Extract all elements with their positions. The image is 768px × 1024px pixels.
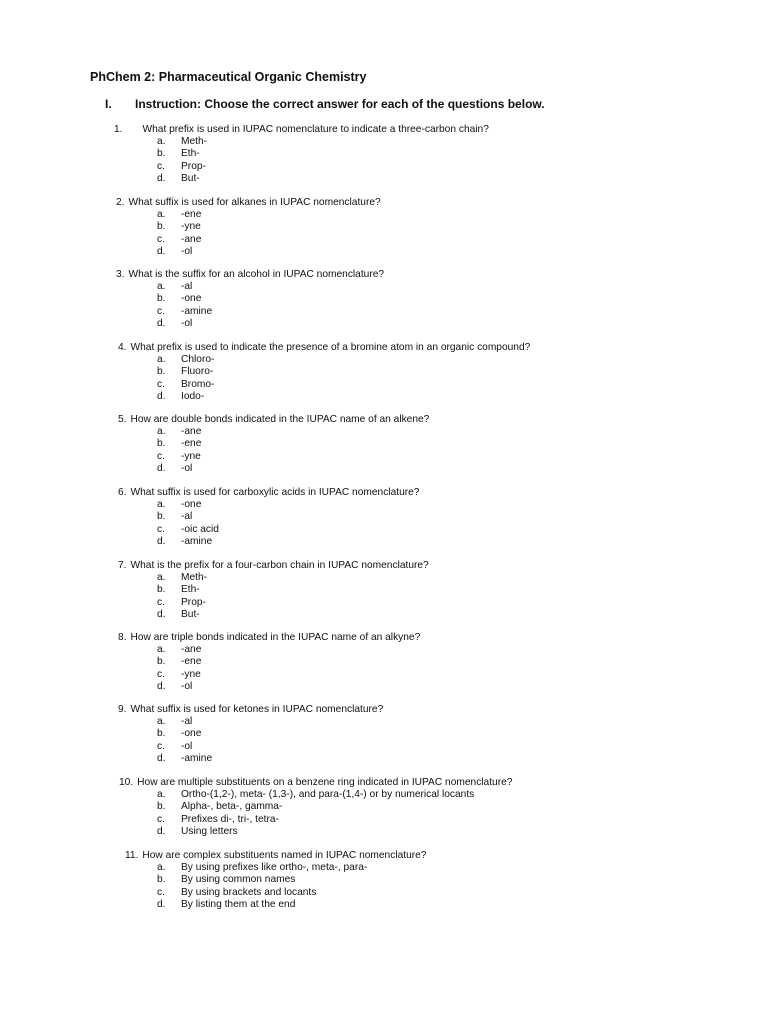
- answer-option-b: [118, 511, 419, 523]
- option-text: Meth-: [181, 136, 208, 148]
- option-text: Alpha-, beta-, gamma-: [181, 801, 283, 813]
- option-text: -ene: [181, 438, 202, 450]
- option-text: -oic acid: [181, 523, 219, 535]
- option-letter: a.: [157, 789, 166, 801]
- option-letter: c.: [157, 740, 165, 752]
- answer-option-b: [119, 801, 512, 813]
- question-number: 6.: [118, 487, 127, 498]
- option-text: -ol: [181, 245, 193, 257]
- question-stem: How are multiple substituents on a benzene ring indicated in IUPAC nomenclature?: [137, 777, 513, 788]
- option-text: Chloro-: [181, 354, 215, 366]
- option-letter: c.: [157, 813, 165, 825]
- question-9: [118, 704, 383, 765]
- option-letter: a.: [157, 426, 166, 438]
- document-title: PhChem 2: Pharmaceutical Organic Chemistry: [90, 70, 367, 84]
- option-letter: c.: [157, 378, 165, 390]
- option-text: By listing them at the end: [181, 898, 296, 910]
- answer-option-c: [118, 379, 530, 391]
- option-letter: c.: [157, 523, 165, 535]
- option-text: -one: [181, 293, 202, 305]
- question-text: [116, 269, 384, 281]
- option-text: -ene: [181, 656, 202, 668]
- option-letter: b.: [157, 656, 166, 668]
- option-text: -al: [181, 511, 193, 523]
- option-text: -ene: [181, 209, 202, 221]
- question-text: [118, 632, 420, 644]
- question-number: 4.: [118, 342, 127, 353]
- answer-option-c: [118, 741, 383, 753]
- option-letter: c.: [157, 160, 165, 172]
- question-4: [118, 342, 530, 403]
- option-text: Prop-: [181, 596, 206, 608]
- question-stem: What suffix is used for carboxylic acids in IUPAC nomenclature?: [130, 487, 420, 498]
- option-letter: d.: [157, 462, 166, 474]
- answer-option-b: [118, 366, 530, 378]
- answer-option-a: [118, 716, 383, 728]
- question-1: [114, 124, 489, 185]
- question-stem: What is the suffix for an alcohol in IUPAC nomenclature?: [128, 269, 385, 280]
- option-text: -one: [181, 499, 202, 511]
- answer-option-c: [118, 597, 429, 609]
- option-letter: a.: [157, 209, 166, 221]
- question-stem: What prefix is used to indicate the presence of a bromine atom in an organic compound?: [130, 342, 531, 353]
- question-text: [114, 124, 489, 136]
- option-letter: b.: [157, 728, 166, 740]
- answer-option-b: [118, 584, 429, 596]
- question-number: 2.: [116, 197, 125, 208]
- question-number: 1.: [114, 124, 123, 135]
- question-text: [118, 342, 530, 354]
- question-6: [118, 487, 419, 548]
- answer-option-a: [116, 281, 384, 293]
- option-letter: d.: [157, 172, 166, 184]
- question-stem: How are triple bonds indicated in the IUPAC name of an alkyne?: [130, 632, 421, 643]
- option-letter: b.: [157, 148, 166, 160]
- option-letter: b.: [157, 221, 166, 233]
- question-number: 11.: [125, 850, 139, 861]
- answer-option-d: [116, 318, 384, 330]
- answer-option-b: [116, 293, 384, 305]
- answer-option-a: [118, 499, 419, 511]
- option-text: -amine: [181, 752, 213, 764]
- answer-option-c: [116, 306, 384, 318]
- answer-option-a: [119, 789, 512, 801]
- question-number: 5.: [118, 414, 127, 425]
- answer-option-b: [118, 656, 420, 668]
- option-text: -ane: [181, 644, 202, 656]
- option-text: Bromo-: [181, 378, 215, 390]
- answer-option-b: [114, 148, 489, 160]
- question-number: 8.: [118, 632, 127, 643]
- option-text: -al: [181, 716, 193, 728]
- option-text: Prop-: [181, 160, 206, 172]
- option-text: By using common names: [181, 874, 296, 886]
- option-text: -ane: [181, 233, 202, 245]
- question-5: [118, 414, 429, 475]
- question-3: [116, 269, 384, 330]
- question-2: [116, 197, 381, 258]
- option-letter: c.: [157, 450, 165, 462]
- answer-option-d: [118, 681, 420, 693]
- option-letter: d.: [157, 752, 166, 764]
- answer-option-c: [119, 814, 512, 826]
- answer-option-c: [116, 234, 381, 246]
- option-letter: a.: [157, 644, 166, 656]
- answer-option-d: [125, 899, 426, 911]
- option-letter: b.: [157, 511, 166, 523]
- option-letter: d.: [157, 535, 166, 547]
- option-text: But-: [181, 608, 200, 620]
- question-text: [119, 777, 512, 789]
- option-text: -yne: [181, 450, 201, 462]
- question-number: 9.: [118, 704, 127, 715]
- option-text: -yne: [181, 668, 201, 680]
- option-letter: a.: [157, 354, 166, 366]
- question-stem: What prefix is used in IUPAC nomenclature to indicate a three-carbon chain?: [142, 124, 489, 135]
- option-text: Prefixes di-, tri-, tetra-: [181, 813, 279, 825]
- option-letter: d.: [157, 390, 166, 402]
- answer-option-d: [118, 391, 530, 403]
- answer-option-d: [116, 246, 381, 258]
- option-text: Ortho-(1,2-), meta- (1,3-), and para-(1,4-) or by numerical locants: [181, 789, 475, 801]
- question-text: [116, 197, 381, 209]
- answer-option-b: [118, 438, 429, 450]
- option-text: -ol: [181, 317, 193, 329]
- answer-option-d: [119, 826, 512, 838]
- section-numeral: I.: [105, 97, 112, 111]
- option-text: By using prefixes like ortho-, meta-, para-: [181, 862, 368, 874]
- answer-option-b: [125, 874, 426, 886]
- answer-option-d: [114, 173, 489, 185]
- option-text: Eth-: [181, 148, 200, 160]
- option-letter: a.: [157, 572, 166, 584]
- option-letter: b.: [157, 584, 166, 596]
- option-text: -al: [181, 281, 193, 293]
- option-letter: b.: [157, 438, 166, 450]
- option-letter: c.: [157, 233, 165, 245]
- option-text: Using letters: [181, 825, 238, 837]
- answer-option-c: [118, 524, 419, 536]
- question-stem: What is the prefix for a four-carbon chain in IUPAC nomenclature?: [130, 560, 429, 571]
- option-letter: d.: [157, 898, 166, 910]
- answer-option-c: [118, 669, 420, 681]
- question-11: [125, 850, 426, 911]
- question-number: 3.: [116, 269, 125, 280]
- question-number: 10.: [119, 777, 134, 788]
- question-7: [118, 560, 429, 621]
- option-letter: c.: [157, 886, 165, 898]
- option-letter: a.: [157, 716, 166, 728]
- option-text: -amine: [181, 535, 213, 547]
- option-text: -one: [181, 728, 202, 740]
- question-10: [119, 777, 512, 838]
- option-text: -ol: [181, 740, 193, 752]
- option-letter: b.: [157, 801, 166, 813]
- answer-option-a: [118, 572, 429, 584]
- answer-option-c: [114, 161, 489, 173]
- question-stem: How are complex substituents named in IUPAC nomenclature?: [142, 850, 427, 861]
- option-text: -ol: [181, 462, 193, 474]
- option-text: -ol: [181, 680, 193, 692]
- option-text: -yne: [181, 221, 201, 233]
- option-text: Iodo-: [181, 390, 205, 402]
- answer-option-a: [118, 426, 429, 438]
- question-number: 7.: [118, 560, 127, 571]
- option-letter: a.: [157, 499, 166, 511]
- option-text: -amine: [181, 305, 213, 317]
- answer-option-d: [118, 609, 429, 621]
- option-text: Fluoro-: [181, 366, 214, 378]
- option-letter: b.: [157, 366, 166, 378]
- option-letter: c.: [157, 668, 165, 680]
- option-letter: d.: [157, 825, 166, 837]
- question-stem: What suffix is used for alkanes in IUPAC nomenclature?: [128, 197, 381, 208]
- question-text: [118, 414, 429, 426]
- answer-option-b: [116, 221, 381, 233]
- option-letter: a.: [157, 862, 166, 874]
- answer-option-d: [118, 463, 429, 475]
- option-text: By using brackets and locants: [181, 886, 317, 898]
- option-text: But-: [181, 172, 200, 184]
- option-text: Eth-: [181, 584, 200, 596]
- option-letter: b.: [157, 874, 166, 886]
- option-letter: c.: [157, 305, 165, 317]
- section-heading: [105, 97, 545, 111]
- option-letter: d.: [157, 245, 166, 257]
- option-letter: a.: [157, 281, 166, 293]
- question-text: [125, 850, 426, 862]
- option-letter: d.: [157, 680, 166, 692]
- section-instruction: Instruction: Choose the correct answer for each of the questions below.: [135, 97, 545, 111]
- answer-option-c: [125, 887, 426, 899]
- option-text: Meth-: [181, 572, 208, 584]
- option-letter: d.: [157, 608, 166, 620]
- answer-option-a: [118, 644, 420, 656]
- question-stem: How are double bonds indicated in the IUPAC name of an alkene?: [130, 414, 430, 425]
- option-letter: a.: [157, 136, 166, 148]
- answer-option-a: [114, 136, 489, 148]
- answer-option-a: [118, 354, 530, 366]
- answer-option-c: [118, 451, 429, 463]
- question-text: [118, 560, 429, 572]
- question-8: [118, 632, 420, 693]
- answer-option-a: [116, 209, 381, 221]
- option-letter: b.: [157, 293, 166, 305]
- question-text: [118, 487, 419, 499]
- answer-option-d: [118, 753, 383, 765]
- option-letter: d.: [157, 317, 166, 329]
- answer-option-d: [118, 536, 419, 548]
- answer-option-b: [118, 728, 383, 740]
- option-text: -ane: [181, 426, 202, 438]
- answer-option-a: [125, 862, 426, 874]
- option-letter: c.: [157, 596, 165, 608]
- question-stem: What suffix is used for ketones in IUPAC nomenclature?: [130, 704, 384, 715]
- question-text: [118, 704, 383, 716]
